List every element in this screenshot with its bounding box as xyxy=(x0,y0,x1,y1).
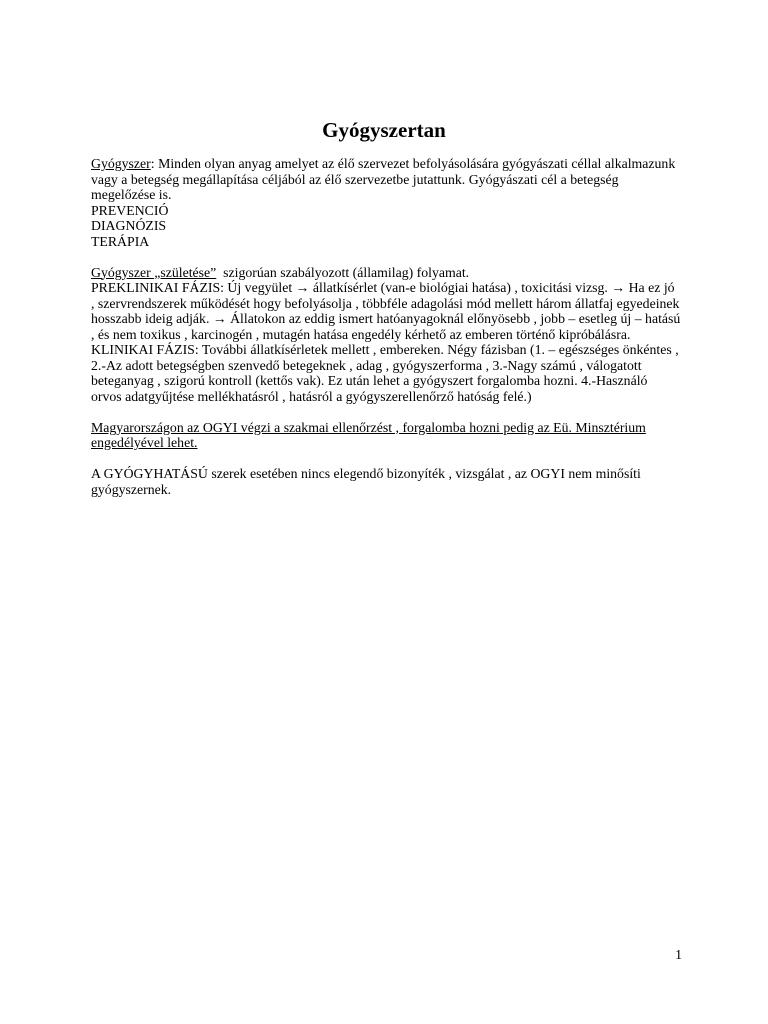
page-title: Gyógyszertan xyxy=(322,118,446,142)
paragraph-gap xyxy=(91,404,681,420)
page-number: 1 xyxy=(675,947,682,962)
birth-text: szigorúan szabályozott (államilag) folyamat. xyxy=(216,264,470,280)
definition-term: Gyógyszer xyxy=(91,156,151,171)
clinical-paragraph: KLINIKAI FÁZIS: További állatkísérletek mellett , embereken. Négy fázisban (1. – egészséges önkéntes , 2.-Az adott betegségben szenvedő betegeknek , adag , gyógyszerforma , 3.-Nagy számú , válogatott beteganyag , szigorú kontroll (kettős vak). Ez után lehet a gyógyszert forgalomba hozni. 4.-Használó orvos adatgyűjtése mellékhatásról , hatásról a gyógyszerellenőrző hatóság felé.) xyxy=(91,342,679,404)
birth-paragraph xyxy=(91,265,681,281)
purpose-therapy: TERÁPIA xyxy=(91,233,150,249)
definition-text: : Minden olyan anyag amelyet az élő szervezet befolyásolására gyógyászati céllal alkalmazunk vagy a betegség megállapítása céljából az élő szervezetbe jutattunk. Gyógyászati cél a betegség megelőzése is. xyxy=(91,156,676,202)
definition-paragraph xyxy=(91,156,681,203)
paragraph-gap xyxy=(91,451,681,467)
preclinical-paragraph: PREKLINIKAI FÁZIS: Új vegyület → állatkísérlet (van-e biológiai hatása) , toxicitási vizsg. → Ha ez jó , szervrendszerek működését hogy befolyásolja , többféle adagolási mód mellett három állatfaj egyedeinek hosszabb ideig adják. → Állatokon az eddig ismert hatóanyagoknál előnyösebb , jobb – esetleg új – hatású , és nem toxikus , karcinogén , mutagén hatása engedély kérhető az emberen történő kipróbálásra. xyxy=(91,280,681,342)
birth-term: Gyógyszer „születése” xyxy=(91,264,217,280)
paragraph-gap xyxy=(91,249,681,265)
document-body xyxy=(91,156,681,497)
purpose-prevention: PREVENCIÓ xyxy=(91,202,169,218)
purpose-diagnosis: DIAGNÓZIS xyxy=(91,218,167,233)
remedy-note: A GYÓGYHATÁSÚ szerek esetében nincs elegendő bizonyíték , vizsgálat , az OGYI nem minősíti gyógyszernek. xyxy=(91,466,641,497)
ogyi-note: Magyarországon az OGYI végzi a szakmai ellenőrzést , forgalomba hozni pedig az Eü. Minsztérium engedélyével lehet. xyxy=(91,419,646,450)
